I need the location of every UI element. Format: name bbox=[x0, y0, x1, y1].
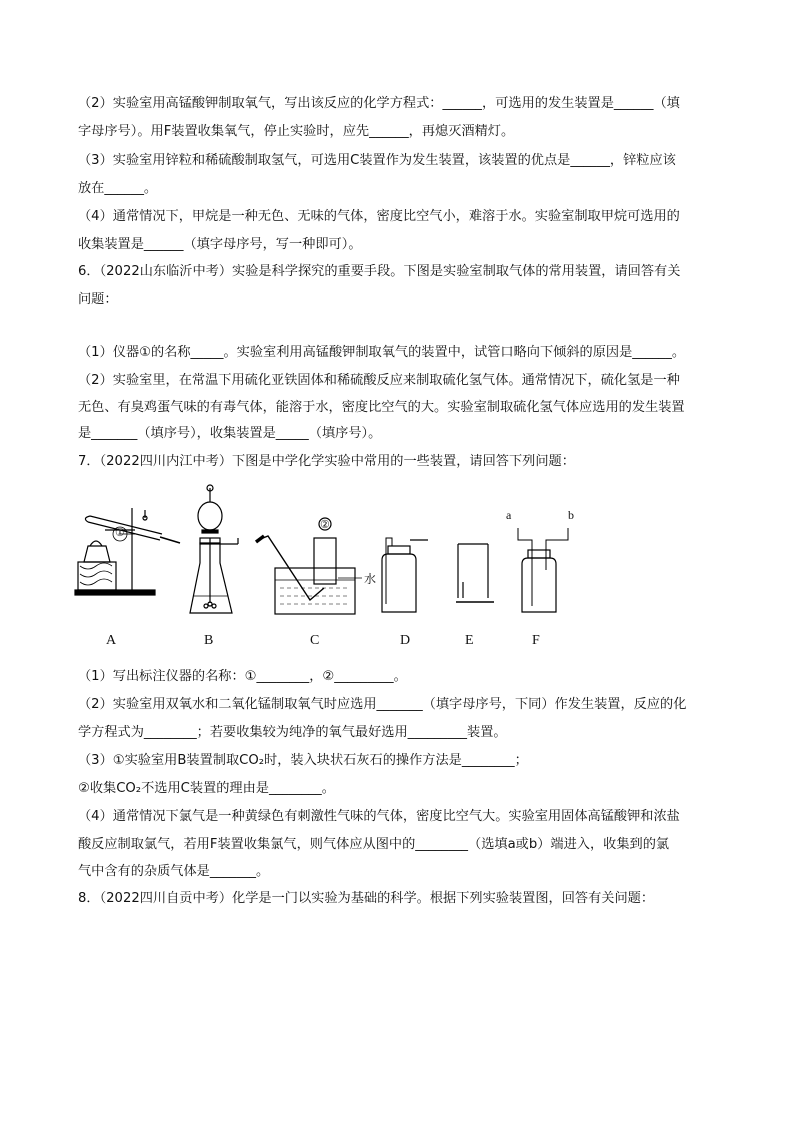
text-line: 是_______（填序号），收集装置是_____（填序号）。 bbox=[78, 426, 382, 441]
text-line: 学方程式为________；若要收集较为纯净的氧气最好选用_________装置。 bbox=[78, 725, 507, 740]
question-8-heading: 8．（2022四川自贡中考）化学是一门以实验为基础的科学。根据下列实验装置图，回答有关问题： bbox=[78, 891, 655, 906]
text-line: （2）实验室用双氧水和二氧化锰制取氧气时应选用_______（填字母序号，下同）作发生装置，反应的化 bbox=[78, 697, 687, 712]
apparatus-e-figure bbox=[456, 544, 494, 602]
text-line: 放在______。 bbox=[78, 181, 158, 196]
text-line: 气中含有的杂质气体是_______。 bbox=[78, 864, 270, 879]
label-c: C bbox=[310, 633, 320, 648]
apparatus-f-figure bbox=[518, 528, 568, 612]
label-f: F bbox=[532, 633, 540, 648]
apparatus-c-figure bbox=[256, 518, 362, 614]
text-line: 问题： bbox=[78, 292, 118, 307]
text-line: 收集装置是______（填字母序号，写一种即可）。 bbox=[78, 237, 362, 252]
text-line: 酸反应制取氯气，若用F装置收集氯气，则气体应从图中的________（选填a或b）端进入，收集到的氯 bbox=[78, 837, 670, 852]
question-6-heading: 6．（2022山东临沂中考）实验是科学探究的重要手段。下图是实验室制取气体的常用装置，请回答有关 bbox=[78, 264, 681, 279]
text-line: （4）通常情况下氯气是一种黄绿色有刺激性气味的气体，密度比空气大。实验室用固体高锰酸钾和浓盐 bbox=[78, 809, 680, 824]
marker-1: ① bbox=[115, 527, 125, 539]
label-port-a: a bbox=[506, 508, 512, 522]
apparatus-b-figure bbox=[190, 485, 238, 613]
text-line: 字母序号）。用F装置收集氧气，停止实验时，应先______，再熄灭酒精灯。 bbox=[78, 124, 515, 139]
label-a: A bbox=[106, 633, 117, 648]
label-b: B bbox=[204, 633, 214, 648]
text-line: （1）仪器①的名称_____。实验室利用高锰酸钾制取氧气的装置中，试管口略向下倾斜的原因是______。 bbox=[78, 345, 686, 360]
label-port-b: b bbox=[568, 508, 574, 522]
label-e: E bbox=[465, 633, 474, 648]
text-line: （2）实验室用高锰酸钾制取氧气，写出该反应的化学方程式：______，可选用的发生装置是______（填 bbox=[78, 96, 680, 111]
text-line: （2）实验室里，在常温下用硫化亚铁固体和稀硫酸反应来制取硫化氢气体。通常情况下，硫化氢是一种 bbox=[78, 373, 680, 388]
label-water: 水 bbox=[364, 572, 377, 586]
text-line: 无色、有臭鸡蛋气味的有毒气体，能溶于水，密度比空气的大。实验室制取硫化氢气体应选用的发生装置 bbox=[78, 400, 685, 415]
apparatus-d-figure bbox=[382, 538, 428, 612]
text-line: （3）实验室用锌粒和稀硫酸制取氢气，可选用C装置作为发生装置，该装置的优点是______，锌粒应该 bbox=[78, 153, 676, 168]
apparatus-diagram bbox=[70, 478, 610, 653]
text-line: （3）①实验室用B装置制取CO₂时，装入块状石灰石的操作方法是________； bbox=[78, 753, 528, 768]
question-7-heading: 7．（2022四川内江中考）下图是中学化学实验中常用的一些装置，请回答下列问题： bbox=[78, 454, 575, 469]
label-d: D bbox=[400, 633, 411, 648]
text-line: （1）写出标注仪器的名称：①________，②_________。 bbox=[78, 669, 407, 684]
apparatus-a-figure bbox=[75, 508, 180, 595]
marker-2: ② bbox=[320, 519, 330, 531]
text-line: （4）通常情况下，甲烷是一种无色、无味的气体，密度比空气小，难溶于水。实验室制取甲烷可选用的 bbox=[78, 209, 680, 224]
text-line: ②收集CO₂不选用C装置的理由是________。 bbox=[78, 781, 335, 796]
